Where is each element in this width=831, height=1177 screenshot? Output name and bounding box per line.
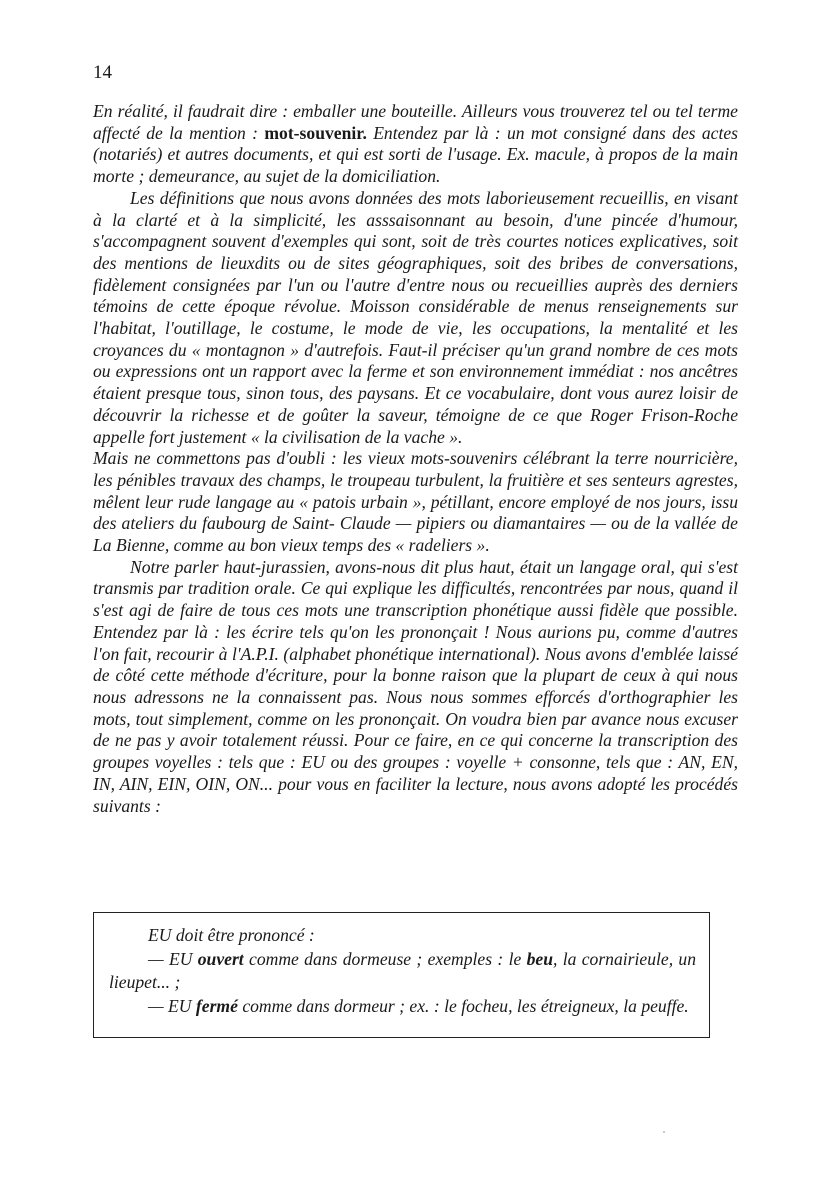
item-1-middle: comme dans dormeuse ; exemples : le — [243, 948, 527, 969]
item-1-example-bold: beu — [526, 948, 553, 969]
box-item-open-eu — [109, 948, 696, 995]
item-1-bold: ouvert — [197, 948, 244, 969]
scan-speck — [663, 1131, 665, 1133]
item-1-prefix: — EU — [148, 948, 198, 969]
paragraph-1-end: Entendez par là : un mot consigné dans des actes (notariés) et autres documents, et qui est sorti de l'usage. Ex. macule, à propos de la main morte ; demeurance, au sujet de la domiciliation. — [93, 122, 738, 187]
term-mot-souvenir: mot-souvenir. — [264, 122, 367, 143]
item-2-suffix: comme dans dormeur ; ex. : le focheu, les étreigneux, la peuffe. — [237, 995, 689, 1016]
paragraph-1 — [93, 101, 738, 188]
item-1-suffix: , la cornairieule, un lieupet... ; — [109, 948, 697, 992]
body-text — [93, 101, 738, 817]
item-2-prefix: — EU — [148, 995, 196, 1016]
pronunciation-box — [93, 912, 710, 1038]
page-number: 14 — [93, 62, 112, 83]
paragraph-2: Les définitions que nous avons données des mots laborieusement recueillis, en visant à la clarté et à la simplicité, les asssaisonnant au besoin, d'une pincée d'humour, s'accompagnent souvent d'exemples qui sont, soit de très courtes notices explicatives, soit des mentions de lieuxdits ou de sites géographiques, soit des bribes de conversations, fidèlement consignées par l'un ou l'autre d'entre nous ou recueillies auprès des derniers témoins de cette époque révolue. Moisson considérable de menus renseignements sur l'habitat, l'outillage, le costume, le mode de vie, les occupations, la mentalité et les croyances du « montagnon » d'autrefois. Faut-il préciser qu'un grand nombre de ces mots ou expressions ont un rapport avec la ferme et son environnement immédiat : nos ancêtres étaient presque tous, sinon tous, des paysans. Et ce vocabulaire, dont vous aurez loisir de découvrir la richesse et de goûter la saveur, témoigne de ce que Roger Frison-Roche appelle fort justement « la civilisation de la vache ». — [93, 187, 738, 447]
paragraph-3: Mais ne commettons pas d'oubli : les vieux mots-souvenirs célébrant la terre nourricière, les pénibles travaux des champs, le troupeau turbulent, la fruitière et ses senteurs agrestes, mêlent leur rude langage au « patois urbain », pétillant, encore employé de nos jours, issu des ateliers du faubourg de Saint- Claude — pipiers ou diamantaires — ou de la vallée de La Bienne, comme au bon vieux temps des « radeliers ». — [93, 448, 738, 556]
paragraph-1-start: En réalité, il faudrait dire : emballer une bouteille. Ailleurs vous trouverez tel ou tel terme affecté de la mention : — [93, 101, 738, 143]
box-intro: EU doit être prononcé : — [148, 925, 315, 945]
box-item-closed-eu — [109, 995, 696, 1019]
item-2-bold: fermé — [195, 995, 238, 1016]
paragraph-4: Notre parler haut-jurassien, avons-nous dit plus haut, était un langage oral, qui s'est transmis par tradition orale. Ce qui explique les difficultés, rencontrées par nous, quand il s'est agi de faire de tous ces mots une transcription phonétique aussi fidèle que possible. Entendez par là : les écrire tels qu'on les prononçait ! Nous aurions pu, comme d'autres l'on fait, recourir à l'A.P.I. (alphabet phonétique international). Nous avons d'emblée laissé de côté cette méthode d'écriture, pour la bonne raison que la plupart de ceux à qui nous nous adressons ne la connaissent pas. Nous nous sommes efforcés d'orthographier les mots, tout simplement, comme on les prononçait. On voudra bien par avance nous excuser de ne pas y avoir totalement réussi. Pour ce faire, en ce qui concerne la transcription des groupes voyelles : tels que : EU ou des groupes : voyelle + consonne, tels que : AN, EN, IN, AIN, EIN, OIN, ON... pour vous en faciliter la lecture, nous avons adopté les procédés suivants : — [93, 556, 738, 816]
